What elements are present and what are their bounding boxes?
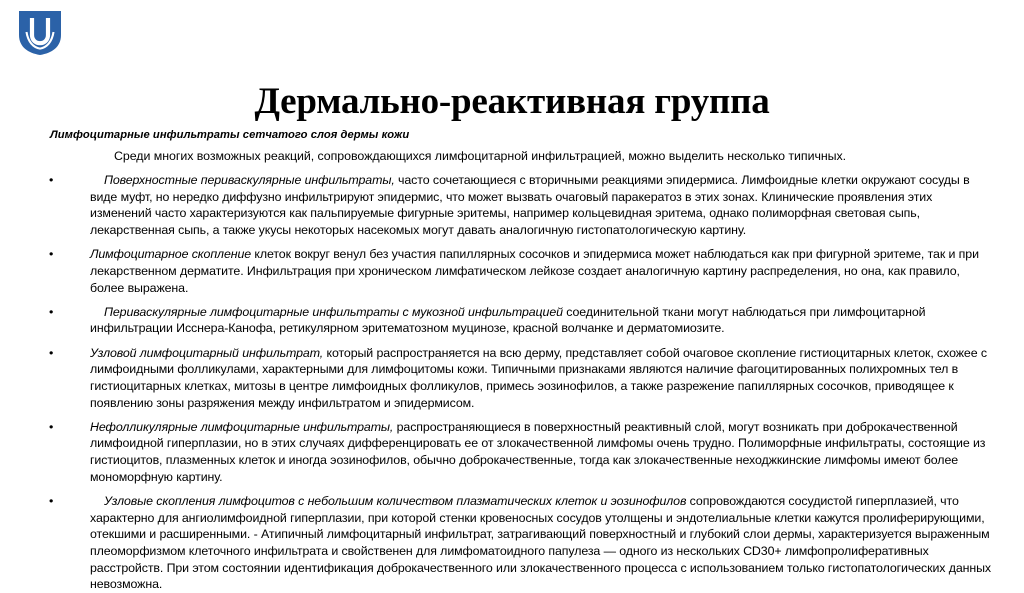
list-item bbox=[44, 304, 992, 337]
list-item bbox=[44, 345, 992, 412]
list-item-text: сопровождаются сосудистой гиперплазией, что характерно для ангиолимфоидной гиперплазии, при которой стенки кровеносных сосудов утолщены и эндотелиальные клетки кажутся пролиферирующими, отекшими и расширенными. - Атипичный лимфоцитарный инфильтрат, затрагивающий поверхностный и глубокий слои дермы, характеризуется выраженным плеоморфизмом клеточного инфильтрата и свойственен для лимфоматоидного папулеза — одного из нескольких CD30+ лимфопролиферативных расстройств. При этом состоянии идентификация доброкачественного или злокачественного процесса с использованием только гистопатологических данных невозможна. bbox=[90, 493, 992, 592]
shield-u-logo bbox=[17, 8, 63, 56]
list-item-lead: Поверхностные периваскулярные инфильтраты, bbox=[104, 172, 395, 187]
bullet-marker-icon: • bbox=[49, 304, 54, 319]
list-item-lead: Лимфоцитарное скопление bbox=[90, 247, 252, 262]
list-item-lead: Нефолликулярные лимфоцитарные инфильтраты, bbox=[90, 419, 394, 434]
bullet-marker-icon: • bbox=[49, 345, 54, 360]
intro-paragraph: Среди многих возможных реакций, сопровождающихся лимфоцитарной инфильтрацией, можно выделить несколько типичных. bbox=[114, 149, 847, 164]
section-subtitle: Лимфоцитарные инфильтраты сетчатого слоя дермы кожи bbox=[50, 129, 410, 141]
list-item-text: клеток вокруг венул без участия папиллярных сосочков и эпидермиса может наблюдаться как при фигурной эритеме, так и при лекарственном дерматите. Инфильтрация при хроническом лимфатическом лейкозе создает аналогичную картину распределения, но она, как правило, более выражена. bbox=[90, 247, 979, 295]
slide-body bbox=[44, 128, 992, 593]
list-item-lead: Узловые скопления лимфоцитов с небольшим количеством плазматических клеток и эозинофилов bbox=[104, 493, 687, 508]
bullet-list bbox=[44, 172, 992, 593]
bullet-marker-icon: • bbox=[49, 419, 54, 434]
list-item-text: соединительной ткани могут наблюдаться при лимфоцитарной инфильтрации Исснера-Канофа, ретикулярном эритематозном муцинозе, красной волчанке и дерматомиозите. bbox=[90, 304, 926, 336]
list-item-text: часто сочетающиеся с вторичными реакциями эпидермиса. Лимфоидные клетки окружают сосуды в виде муфт, но нередко диффузно инфильтрируют эпидермис, что может вызвать очаговый паракератоз в этих зонах. Клинические проявления этих изменений часто характеризуются как пальпируемые фигурные эритемы, например кольцевидная эритема, однако полиморфная световая сыпь, лекарственная сыпь, а также укусы некоторых насекомых могут давать аналогичную гистопатологическую картину. bbox=[90, 172, 970, 237]
list-item bbox=[44, 493, 992, 593]
list-item-lead: Периваскулярные лимфоцитарные инфильтраты с мукозной инфильтрацией bbox=[104, 304, 563, 319]
bullet-marker-icon: • bbox=[49, 172, 54, 187]
page-title: Дермально-реактивная группа bbox=[254, 80, 770, 122]
list-item bbox=[44, 246, 992, 296]
list-item-lead: Узловой лимфоцитарный инфильтрат, bbox=[90, 345, 324, 360]
list-item bbox=[44, 172, 992, 239]
bullet-marker-icon: • bbox=[49, 493, 54, 508]
bullet-marker-icon: • bbox=[49, 247, 54, 262]
list-item-text: который распространяется на всю дерму, представляет собой очаговое скопление гистиоцитарных клеток, схожее с лимфоидными фолликулами, характерными для лимфоцитомы кожи. Типичными признаками являются наличие фагоцитированных полихромных тел в гистиоцитарных клетках, митозы в центре лимфоидных фолликулов, примесь эозинофилов, а также разрежение папиллярных сосочков, приводящее к появлению зоны разряжения между инфильтратом и эпидермисом. bbox=[90, 345, 987, 410]
list-item bbox=[44, 419, 992, 486]
list-item-text: распространяющиеся в поверхностный реактивный слой, могут возникать при доброкачественной лимфоидной гиперплазии, но в этих случаях дифференцировать ее от злокачественной лимфомы очень трудно. Полиморфные инфильтраты, состоящие из гистиоцитов, плазменных клеток и иногда эозинофилов, обычно доброкачественные, тогда как злокачественные неходжкинские лимфомы имеют более мономорфную картину. bbox=[90, 419, 986, 484]
